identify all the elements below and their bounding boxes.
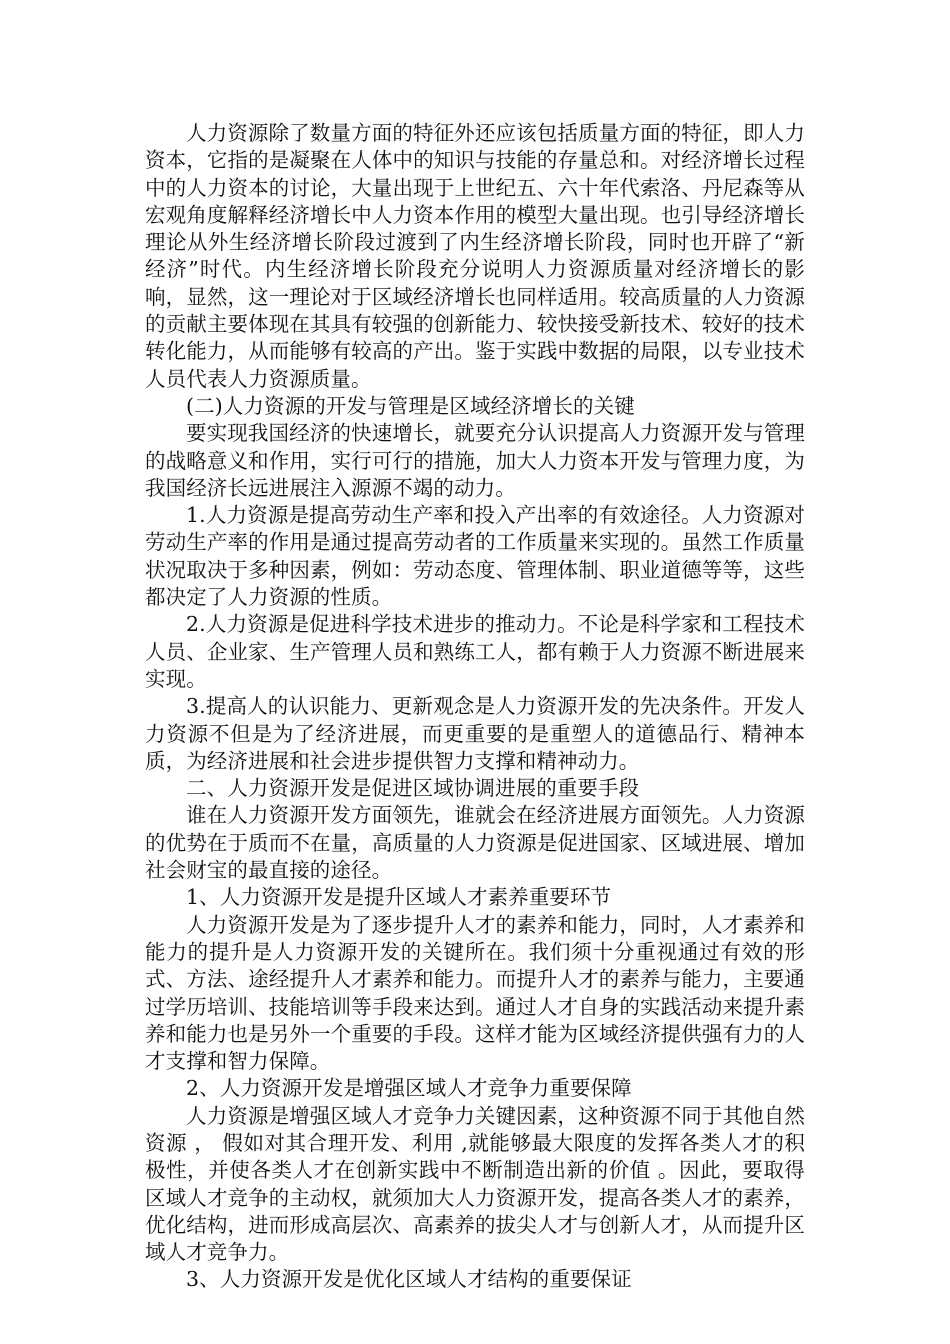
paragraph-human-capital: 人力资源除了数量方面的特征外还应该包括质量方面的特征，即人力资本，它指的是凝聚在人体中的知识与技能的存量总和。对经济增长过程中的人力资本的讨论，大量出现于上世纪五、六十年代索洛、丹尼森等从宏观角度解释经济增长中人力资本作用的模型大量出现。也引导经济增长理论从外生经济增长阶段过渡到了内生经济增长阶段，同时也开辟了“新经济”时代。内生经济增长阶段充分说明人力资源质量对经济增长的影响，显然，这一理论对于区域经济增长也同样适用。较高质量的人力资源的贡献主要体现在其具有较强的创新能力、较快接受新技术、较好的技术转化能力，从而能够有较高的产出。鉴于实践中数据的局限，以专业技术人员代表人力资源质量。 bbox=[145, 121, 805, 391]
heading-section-two: 二、人力资源开发是促进区域协调进展的重要手段 bbox=[186, 776, 640, 801]
paragraph-point-1: 1.人力资源是提高劳动生产率和投入产出率的有效途径。人力资源对劳动生产率的作用是通过提高劳动者的工作质量来实现的。虽然工作质量状况取决于多种因素，例如：劳动态度、管理体制、职业道德等等，这些都决定了人力资源的性质。 bbox=[145, 503, 805, 610]
document-body bbox=[145, 120, 805, 1294]
paragraph-subsection-1: 人力资源开发是为了逐步提升人才的素养和能力，同时，人才素养和能力的提升是人力资源开发的关键所在。我们须十分重视通过有效的形式、方法、途经提升人才素养和能力。而提升人才的素养与能力，主要通过学历培训、技能培训等手段来达到。通过人才自身的实践活动来提升素养和能力也是另外一个重要的手段。这样才能为区域经济提供强有力的人才支撑和智力保障。 bbox=[145, 912, 805, 1074]
paragraph-point-3: 3.提高人的认识能力、更新观念是人力资源开发的先决条件。开发人力资源不但是为了经济进展，而更重要的是重塑人的道德品行、精神本质，为经济进展和社会进步提供智力支撑和精神动力。 bbox=[145, 694, 805, 773]
heading-development-management: (二)人力资源的开发与管理是区域经济增长的关键 bbox=[186, 393, 635, 418]
paragraph-point-2: 2.人力资源是促进科学技术进步的推动力。不论是科学家和工程技术人员、企业家、生产管理人员和熟练工人，都有赖于人力资源不断进展来实现。 bbox=[145, 612, 805, 691]
heading-subsection-1: 1、人力资源开发是提升区域人才素养重要环节 bbox=[186, 885, 612, 910]
heading-subsection-2: 2、人力资源开发是增强区域人才竞争力重要保障 bbox=[186, 1076, 632, 1101]
paragraph-economic-growth: 要实现我国经济的快速增长，就要充分认识提高人力资源开发与管理的战略意义和作用，实行可行的措施，加大人力资本开发与管理力度，为我国经济长远进展注入源源不竭的动力。 bbox=[145, 421, 805, 500]
heading-subsection-3: 3、人力资源开发是优化区域人才结构的重要保证 bbox=[186, 1267, 632, 1292]
paragraph-section-two-intro: 谁在人力资源开发方面领先，谁就会在经济进展方面领先。人力资源的优势在于质而不在量，高质量的人力资源是促进国家、区域进展、增加社会财宝的最直接的途径。 bbox=[145, 803, 805, 883]
paragraph-subsection-2: 人力资源是增强区域人才竞争力关键因素，这种资源不同于其他自然资源 ， 假如对其合理开发、利用 ,就能够最大限度的发挥各类人才的积极性，并使各类人才在创新实践中不断制造出新的价值 。因此，要取得区域人才竞争的主动权，就须加大人力资源开发，提高各类人才的素养，优化结构，进而形成高层次、高素养的拔尖人才与创新人才，从而提升区域人才竞争力。 bbox=[145, 1103, 805, 1265]
